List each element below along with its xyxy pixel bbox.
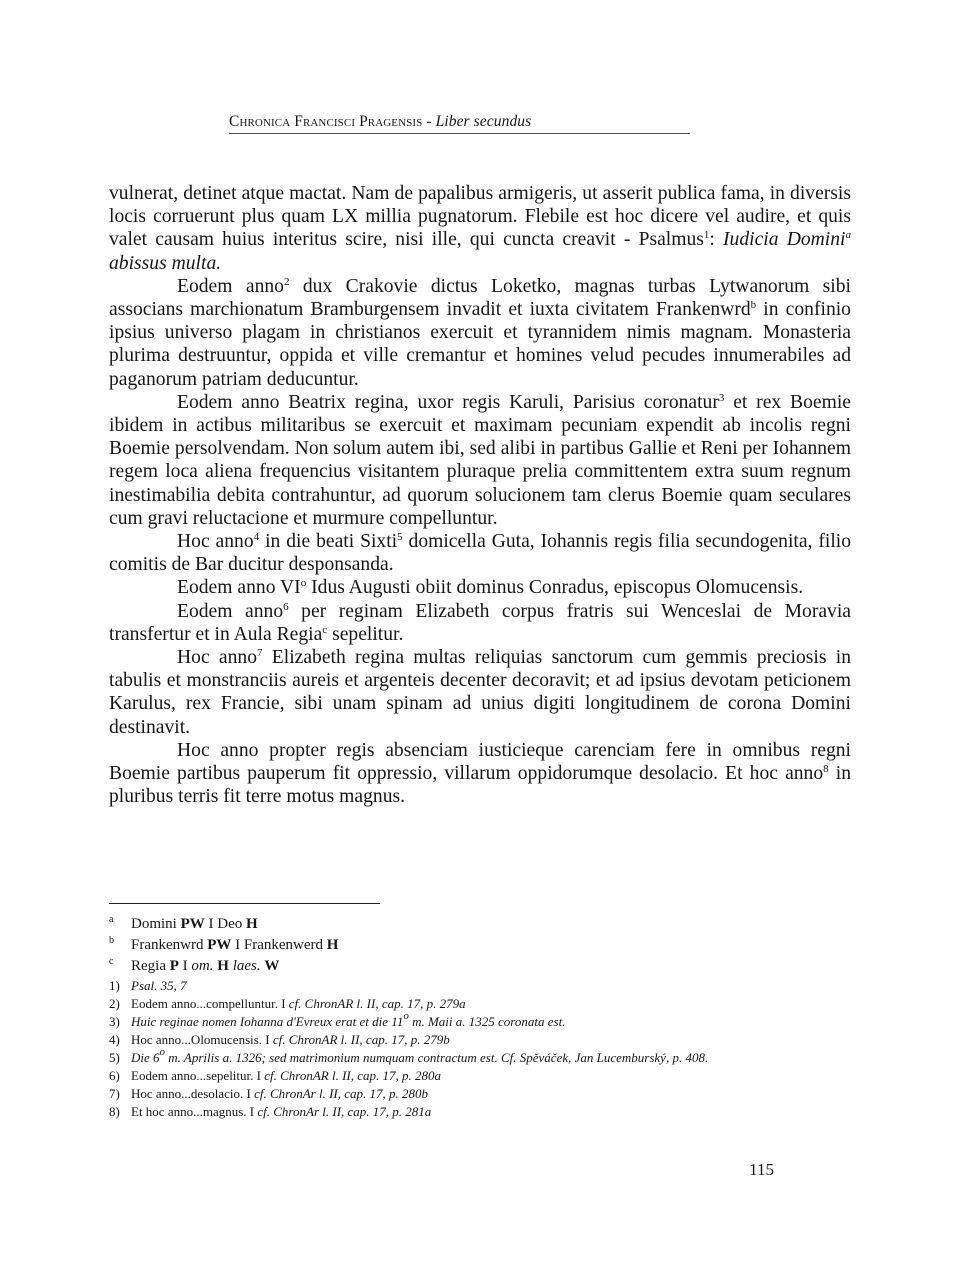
footnote-ref: 5 xyxy=(397,531,403,544)
text-run: in pluribus terris fit terre motus magnus. xyxy=(109,763,851,808)
footnote-ref: b xyxy=(750,299,757,312)
text-run: Eodem anno VI xyxy=(177,577,301,599)
ordinal-mark: o xyxy=(300,577,307,590)
ordinal-mark: o xyxy=(159,1046,166,1058)
footnote-4 xyxy=(109,1031,851,1049)
footnote-ref: a xyxy=(845,229,851,242)
text-run: vulnerat, detinet atque mactat. Nam de papalibus armigeris, ut asserit publica fama, in diversis locis corruerunt plus quam LX millia pugnatorum. Flebile est hoc dicere vel audire, et quis valet causam huius interitus scire, nisi ille, qui cuncta creavit - Psalmus xyxy=(109,183,851,251)
header-rule xyxy=(229,133,690,134)
footnote-number: 2) xyxy=(109,996,120,1011)
text-run: Hoc anno xyxy=(177,531,254,553)
text-run: et rex Boemie ibidem in actibus militaribus se exercuit et maximam pecuniam expendit ab incolis regni Boemie persolvendam. Non solum autem ibi, sed alibi in partibus Gallie et Reni per Iohannem regem loca aliena frequencius visitantem pluraque prelia committentem extra suum regnum inestimabilia debita contrahuntur, ad quorum solucionem tam clerus Boemie quam seculares cum gravi reluctacione et murmure compelluntur. xyxy=(109,391,851,529)
footnote-5 xyxy=(109,1046,851,1067)
paragraph-6 xyxy=(109,600,851,646)
text-run: dux Crakovie dictus Loketko, magnas turbas Lytwanorum sibi associans marchionatum Bramburgensem invadit et iuxta civitatem Frankenwrd xyxy=(109,275,851,321)
footnote-rule xyxy=(109,903,380,904)
footnote-c xyxy=(109,956,851,977)
text-run: Hoc anno propter regis absenciam iusticieque carenciam fere in omnibus regni Boemie partibus pauperum fit oppressio, villarum oppidorumque desolacio. Et hoc anno xyxy=(109,739,851,785)
paragraph-3 xyxy=(109,391,851,530)
text-run: Eodem anno xyxy=(177,600,284,622)
footnote-a xyxy=(109,914,851,935)
paragraph-2 xyxy=(109,275,851,391)
manuscript-siglum: W xyxy=(264,958,280,974)
footnote-ref: 3 xyxy=(718,391,725,404)
manuscript-siglum: PW xyxy=(180,916,205,932)
ordinal-mark: o xyxy=(403,1010,409,1022)
running-header xyxy=(229,113,690,131)
manuscript-siglum: PW xyxy=(207,937,232,953)
footnote-text: Huic reginae nomen Iohanna d'Evreux erat et die 11 xyxy=(131,1014,404,1029)
paragraph-4 xyxy=(109,530,851,576)
header-separator: - xyxy=(422,113,436,130)
footnote-number: 8) xyxy=(109,1104,120,1119)
footnote-text: I Frankenwerd xyxy=(231,937,327,953)
text-run: Eodem anno Beatrix regina, uxor regis Karuli, Parisius coronatur xyxy=(177,391,719,413)
footnote-text: Et hoc anno...magnus. I xyxy=(131,1104,258,1119)
footnote-ref: 6 xyxy=(283,600,289,613)
footnote-text: m. Maii a. 1325 coronata est. xyxy=(408,1014,566,1029)
footnote-mark xyxy=(109,914,131,935)
footnote-number: 6) xyxy=(109,1068,120,1083)
footnote-text: Eodem anno...sepelitur. I xyxy=(131,1068,265,1083)
footnote-text: Psal. 35, 7 xyxy=(131,978,187,993)
text-run: sepelitur. xyxy=(327,623,404,645)
paragraph-8 xyxy=(109,739,851,809)
footnote-3 xyxy=(109,1010,851,1031)
footnote-text: Hoc anno...Olomucensis. I xyxy=(131,1032,273,1047)
footnote-number: 7) xyxy=(109,1086,120,1101)
manuscript-siglum: H xyxy=(246,916,258,932)
text-run: Hoc anno xyxy=(177,647,258,669)
footnote-ref: 8 xyxy=(823,763,829,776)
header-title: Chronica Francisci Pragensis xyxy=(229,113,423,130)
text-run: Elizabeth regina multas reliquias sanctorum cum gemmis preciosis in tabulis et monstranciis aureis et argenteis decenter decoravit; et ad ipsius devotam peticionem Karulus, rex Francie, sibi unam spinam ad unius digiti longitudinem de corona Domini destinavit. xyxy=(109,647,851,738)
footnote-ref: 2 xyxy=(283,275,290,288)
footnote-ref: c xyxy=(322,623,328,636)
text-run: Idus Augusti obiit dominus Conradus, episcopus Olomucensis. xyxy=(306,577,804,599)
footnote-text: I Deo xyxy=(204,916,247,932)
footnote-citation: cf. ChronAR l. II, cap. 17, p. 279b xyxy=(272,1032,450,1047)
footnote-abbrev: om. xyxy=(191,958,214,974)
footnote-text: Eodem anno...compelluntur. I xyxy=(131,996,289,1011)
footnote-1 xyxy=(109,977,851,995)
footnote-mark xyxy=(109,935,131,956)
footnote-number: 1) xyxy=(109,978,120,993)
footnote-2 xyxy=(109,995,851,1013)
text-run: Eodem anno xyxy=(177,275,284,297)
footnote-citation: cf. ChronAR l. II, cap. 17, p. 280a xyxy=(264,1068,442,1083)
footnote-number: 5) xyxy=(109,1050,120,1065)
footnote-text: Hoc anno...desolacio. I xyxy=(131,1086,255,1101)
footnote-text: Frankenwrd xyxy=(131,937,208,953)
quotation: abissus multa. xyxy=(109,252,222,274)
footnote-letter: c xyxy=(109,956,114,967)
footnote-citation: cf. ChronAR l. II, cap. 17, p. 279a xyxy=(288,996,466,1011)
footnote-text: Domini xyxy=(131,916,181,932)
footnote-text: Regia xyxy=(131,958,170,974)
paragraph-7 xyxy=(109,646,851,739)
footnotes xyxy=(109,914,851,1121)
paragraph-5 xyxy=(109,576,851,599)
footnote-abbrev: laes. xyxy=(232,958,261,974)
footnote-ref: 1 xyxy=(703,229,710,242)
footnote-7 xyxy=(109,1085,851,1103)
paragraph-1 xyxy=(109,182,851,275)
footnote-mark xyxy=(109,956,131,977)
page-number: 115 xyxy=(749,1160,774,1179)
footnote-b xyxy=(109,935,851,956)
text-run: in confinio ipsius universo plagam in christianos exercuit et tyrannidem nimis magnam. Monasteria plurima destruuntur, oppida et ville cremantur et homines velud pecudes innumerabiles ad paganorum patriam deducuntur. xyxy=(109,299,851,390)
manuscript-siglum: H xyxy=(217,958,229,974)
footnote-number: 3) xyxy=(109,1014,120,1029)
footnote-ref: 7 xyxy=(257,647,263,660)
footnote-text: Die 6 xyxy=(131,1050,160,1065)
text-run: in die beati Sixti xyxy=(259,531,398,553)
manuscript-siglum: P xyxy=(169,958,179,974)
manuscript-siglum: H xyxy=(326,937,339,953)
footnote-letter: a xyxy=(109,914,114,925)
footnote-8 xyxy=(109,1103,851,1121)
footnote-citation: cf. ChronAr l. II, cap. 17, p. 281a xyxy=(257,1104,432,1119)
header-book: Liber secundus xyxy=(435,113,532,130)
footnote-6 xyxy=(109,1067,851,1085)
footnote-number: 4) xyxy=(109,1032,120,1047)
main-text xyxy=(109,182,851,808)
text-run: domicella Guta, Iohannis regis filia secundogenita, filio comitis de Bar ducitur desponsanda. xyxy=(109,531,852,576)
footnote-letter: b xyxy=(109,935,114,946)
quotation: Iudicia Domini xyxy=(723,229,846,251)
footnote-text: m. Aprilis a. 1326; sed matrimonium numquam contractum est. Cf. Spěváček, Jan Lucemburský, p. 408. xyxy=(165,1050,709,1065)
footnote-citation: cf. ChronAr l. II, cap. 17, p. 280b xyxy=(254,1086,429,1101)
text-run: per reginam Elizabeth corpus fratris sui Wenceslai de Moravia transfertur et in Aula Regia xyxy=(109,600,851,645)
footnote-text: I xyxy=(178,958,192,974)
text-run: : xyxy=(709,229,724,251)
footnote-ref: 4 xyxy=(253,531,260,544)
